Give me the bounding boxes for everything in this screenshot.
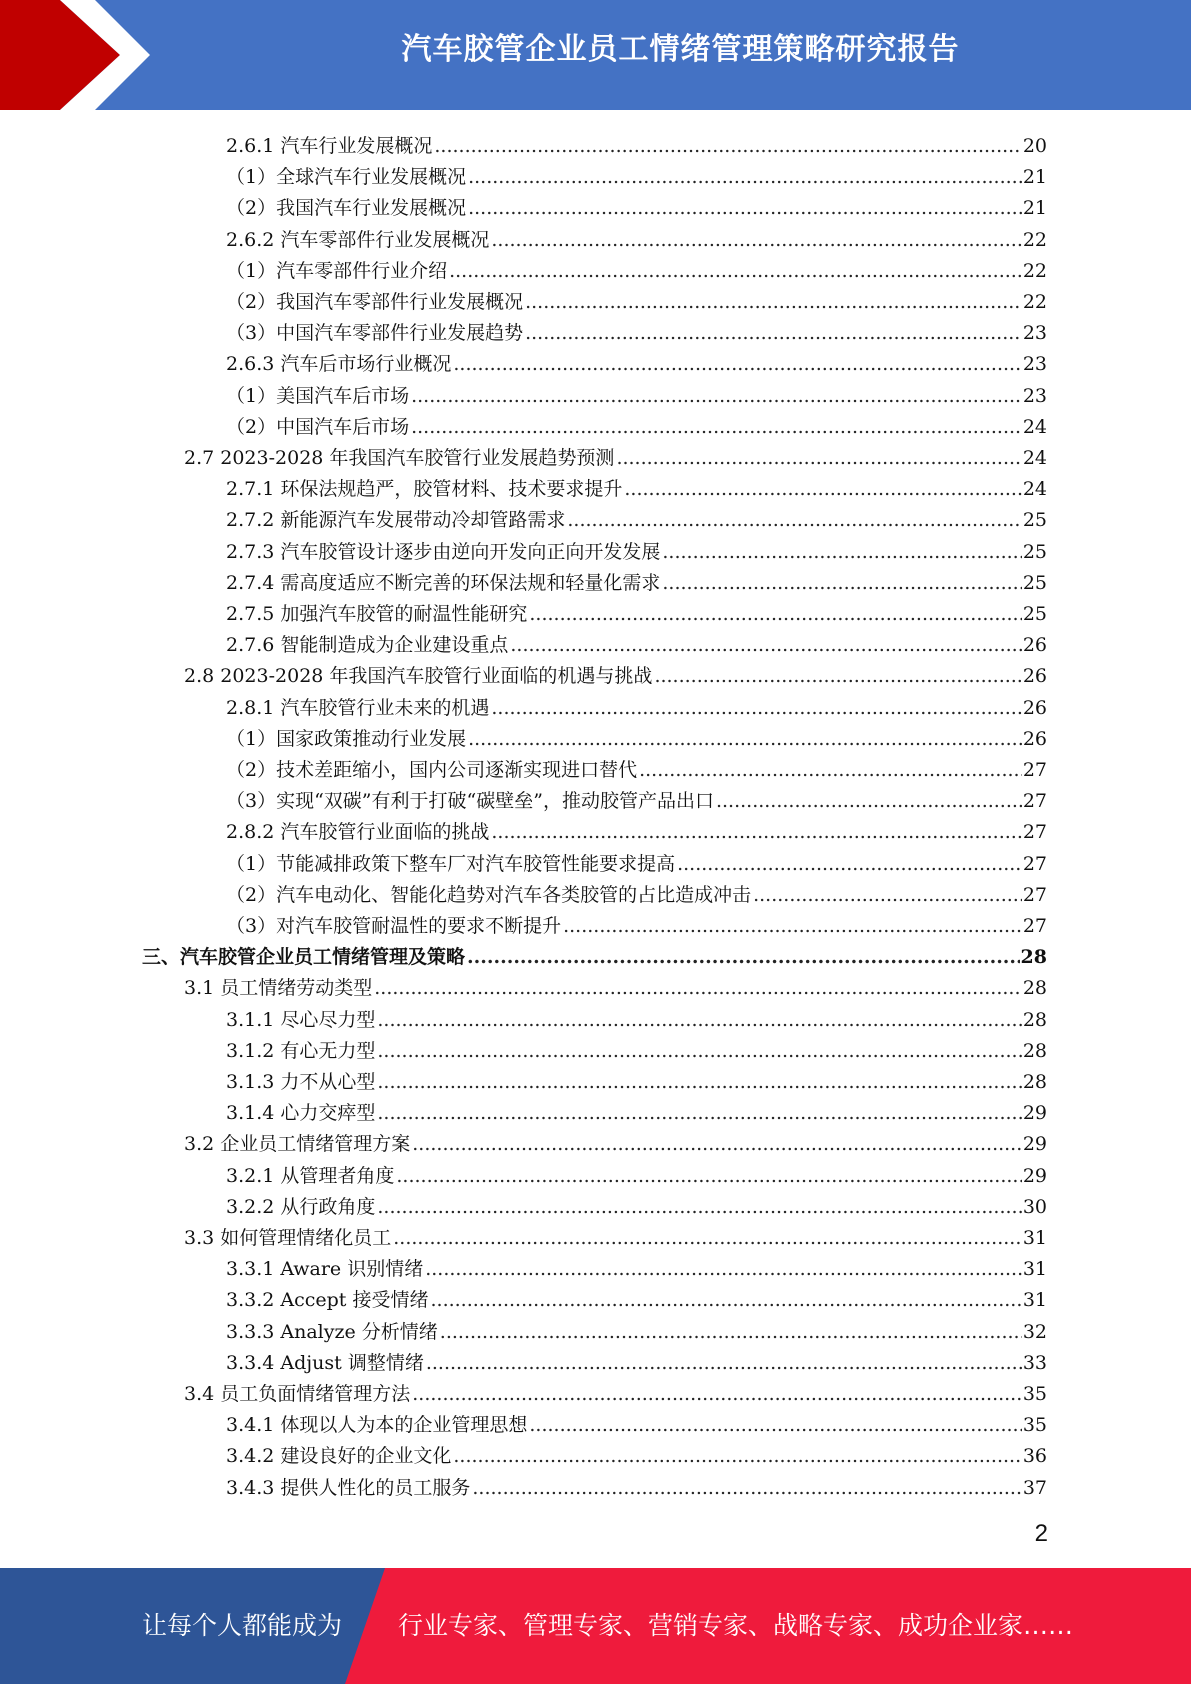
- toc-leader-dots: [529, 602, 1021, 626]
- toc-leader-dots: [525, 321, 1022, 345]
- toc-entry[interactable]: [226, 564, 1047, 595]
- toc-entry[interactable]: [142, 938, 1047, 969]
- toc-leader-dots: [662, 571, 1021, 595]
- toc-entry[interactable]: [226, 813, 1047, 844]
- toc-entry[interactable]: [226, 283, 1047, 314]
- toc-entry-title: 2.8.2 汽车胶管行业面临的挑战: [226, 821, 490, 844]
- toc-entry[interactable]: [226, 907, 1047, 938]
- toc-entry-page: 25: [1022, 509, 1047, 532]
- toc-entry[interactable]: [226, 345, 1047, 376]
- toc-entry-page: 32: [1022, 1320, 1047, 1343]
- toc-leader-dots: [662, 540, 1021, 564]
- toc-entry-title: 2.6.3 汽车后市场行业概况: [226, 353, 452, 376]
- toc-entry-page: 23: [1022, 384, 1047, 407]
- toc-entry-page: 24: [1022, 478, 1047, 501]
- toc-entry-title: 3.1.4 心力交瘁型: [226, 1102, 376, 1125]
- toc-entry-page: 30: [1022, 1195, 1047, 1218]
- toc-leader-dots: [616, 446, 1021, 470]
- toc-entry[interactable]: [226, 377, 1047, 408]
- toc-entry-title: 2.7.1 环保法规趋严，胶管材料、技术要求提升: [226, 478, 623, 501]
- toc-leader-dots: [491, 696, 1021, 720]
- toc-leader-dots: [639, 758, 1022, 782]
- toc-leader-dots: [377, 1195, 1021, 1219]
- toc-leader-dots: [624, 477, 1021, 501]
- toc-entry[interactable]: [226, 533, 1047, 564]
- toc-entry-title: 2.7.3 汽车胶管设计逐步由逆向开发向正向开发发展: [226, 540, 661, 563]
- toc-entry-title: （1）节能减排政策下整车厂对汽车胶管性能要求提高: [226, 852, 676, 875]
- toc-leader-dots: [377, 1070, 1021, 1094]
- toc-entry[interactable]: [226, 158, 1047, 189]
- toc-entry-title: （3）中国汽车零部件行业发展趋势: [226, 322, 524, 345]
- toc-entry-title: 2.7.5 加强汽车胶管的耐温性能研究: [226, 603, 528, 625]
- toc-entry[interactable]: [226, 1188, 1047, 1219]
- toc-entry-title: 3.2 企业员工情绪管理方案: [184, 1133, 411, 1156]
- toc-leader-dots: [563, 914, 1022, 938]
- toc-entry-title: 3.2.2 从行政角度: [226, 1195, 376, 1218]
- toc-entry-page: 28: [1022, 1039, 1047, 1062]
- toc-leader-dots: [453, 1444, 1021, 1468]
- toc-entry-page: 36: [1022, 1445, 1047, 1468]
- toc-entry-title: 3.1.2 有心无力型: [226, 1039, 376, 1062]
- toc-leader-dots: [377, 1008, 1021, 1032]
- toc-entry-title: （1）国家政策推动行业发展: [226, 727, 467, 750]
- toc-entry-page: 24: [1022, 415, 1047, 438]
- toc-leader-dots: [430, 1288, 1021, 1312]
- toc-entry-title: 3.1.3 力不从心型: [226, 1071, 376, 1093]
- toc-entry-page: 23: [1022, 322, 1047, 345]
- toc-entry[interactable]: [226, 1032, 1047, 1063]
- toc-entry-page: 26: [1022, 696, 1047, 719]
- toc-entry-title: 3.4.2 建设良好的企业文化: [226, 1445, 452, 1468]
- toc-leader-dots: [440, 1320, 1022, 1344]
- toc-entry-page: 27: [1022, 852, 1047, 875]
- toc-entry-page: 28: [1020, 946, 1047, 969]
- toc-entry-page: 37: [1022, 1476, 1047, 1499]
- toc-entry-title: 3.1 员工情绪劳动类型: [184, 977, 373, 1000]
- toc-entry[interactable]: [226, 189, 1047, 220]
- toc-entry-page: 28: [1022, 1008, 1047, 1031]
- toc-leader-dots: [453, 352, 1021, 376]
- toc-entry[interactable]: [226, 501, 1047, 532]
- toc-entry[interactable]: [226, 1281, 1047, 1312]
- toc-entry-title: （1）全球汽车行业发展概况: [226, 166, 467, 189]
- toc-entry-title: 3.4.1 体现以人为本的企业管理思想: [226, 1414, 528, 1437]
- toc-entry-page: 25: [1022, 540, 1047, 563]
- toc-leader-dots: [510, 633, 1021, 657]
- toc-entry-page: 27: [1022, 883, 1047, 906]
- toc-entry-title: 2.8.1 汽车胶管行业未来的机遇: [226, 696, 490, 719]
- toc-leader-dots: [677, 852, 1022, 876]
- page-number: 2: [1034, 1520, 1048, 1547]
- page-header: [0, 0, 1191, 110]
- toc-entry[interactable]: [184, 1219, 1047, 1250]
- toc-entry-title: 3.1.1 尽心尽力型: [226, 1008, 376, 1031]
- toc-entry-page: 25: [1022, 571, 1047, 594]
- toc-leader-dots: [654, 664, 1021, 688]
- toc-entry-title: （2）汽车电动化、智能化趋势对汽车各类胶管的占比造成冲击: [226, 883, 752, 906]
- toc-entry-page: 22: [1022, 291, 1047, 313]
- toc-entry-page: 28: [1022, 1071, 1047, 1093]
- toc-leader-dots: [567, 508, 1021, 532]
- toc-entry-title: （1）美国汽车后市场: [226, 384, 410, 407]
- toc-entry-title: （2）我国汽车零部件行业发展概况: [226, 291, 524, 313]
- toc-entry-title: （1）汽车零部件行业介绍: [226, 259, 448, 282]
- toc-entry[interactable]: [226, 595, 1047, 626]
- toc-entry[interactable]: [226, 720, 1047, 751]
- toc-leader-dots: [411, 384, 1022, 408]
- toc-leader-dots: [468, 727, 1022, 751]
- toc-leader-dots: [396, 1164, 1021, 1188]
- toc-entry[interactable]: [226, 626, 1047, 657]
- toc-leader-dots: [425, 1257, 1022, 1281]
- footer-slogan-right: 行业专家、管理专家、营销专家、战略专家、成功企业家……: [398, 1611, 1074, 1640]
- toc-entry-title: 3.3.4 Adjust 调整情绪: [226, 1351, 424, 1374]
- toc-entry-title: （2）我国汽车行业发展概况: [226, 197, 467, 220]
- toc-entry-page: 22: [1022, 259, 1047, 282]
- toc-leader-dots: [491, 820, 1021, 844]
- toc-entry-title: 2.7 2023-2028 年我国汽车胶管行业发展趋势预测: [184, 447, 615, 469]
- toc-entry-title: 三、汽车胶管企业员工情绪管理及策略: [142, 946, 466, 969]
- toc-entry[interactable]: [226, 1437, 1047, 1468]
- toc-entry-page: 29: [1022, 1133, 1047, 1156]
- toc-entry-page: 23: [1022, 353, 1047, 376]
- toc-leader-dots: [472, 1476, 1021, 1500]
- toc-entry-title: 2.7.2 新能源汽车发展带动冷却管路需求: [226, 509, 566, 532]
- toc-entry-page: 22: [1022, 228, 1047, 251]
- toc-leader-dots: [412, 1132, 1022, 1156]
- toc-entry-title: 3.4 员工负面情绪管理方法: [184, 1383, 411, 1405]
- toc-entry-title: 3.3.1 Aware 识别情绪: [226, 1258, 424, 1281]
- toc-leader-dots: [377, 1101, 1021, 1125]
- toc-entry[interactable]: [226, 1094, 1047, 1125]
- toc-entry-page: 29: [1022, 1102, 1047, 1125]
- toc-leader-dots: [753, 883, 1022, 907]
- toc-entry-title: 2.6.1 汽车行业发展概况: [226, 135, 433, 157]
- toc-leader-dots: [374, 976, 1022, 1000]
- toc-entry[interactable]: [184, 657, 1047, 688]
- toc-leader-dots: [468, 165, 1022, 189]
- toc-entry-title: 3.4.3 提供人性化的员工服务: [226, 1476, 471, 1499]
- toc-entry-page: 33: [1022, 1351, 1047, 1374]
- toc-leader-dots: [529, 1413, 1021, 1437]
- toc-entry-title: 2.6.2 汽车零部件行业发展概况: [226, 228, 490, 251]
- toc-entry[interactable]: [226, 782, 1047, 813]
- toc-entry-page: 27: [1022, 790, 1047, 813]
- toc-entry[interactable]: [226, 1063, 1047, 1094]
- toc-entry-page: 21: [1022, 166, 1047, 189]
- toc-leader-dots: [525, 290, 1022, 314]
- toc-entry-page: 25: [1022, 603, 1047, 625]
- toc-entry-page: 27: [1022, 759, 1047, 781]
- toc-entry-page: 31: [1022, 1258, 1047, 1281]
- toc-entry[interactable]: [226, 1313, 1047, 1344]
- toc-entry[interactable]: [226, 1157, 1047, 1188]
- toc-leader-dots: [468, 196, 1022, 220]
- toc-entry-page: 26: [1022, 665, 1047, 688]
- toc-entry-title: 2.7.4 需高度适应不断完善的环保法规和轻量化需求: [226, 571, 661, 594]
- toc-leader-dots: [716, 789, 1022, 813]
- toc-entry[interactable]: [184, 439, 1047, 470]
- toc-entry[interactable]: [226, 408, 1047, 439]
- toc-leader-dots: [411, 415, 1022, 439]
- toc-entry[interactable]: [226, 314, 1047, 345]
- toc-entry[interactable]: [226, 845, 1047, 876]
- toc-leader-dots: [426, 1351, 1022, 1375]
- toc-entry-title: 3.3.2 Accept 接受情绪: [226, 1289, 429, 1312]
- toc-entry[interactable]: [226, 1001, 1047, 1032]
- toc-entry-page: 28: [1022, 977, 1047, 1000]
- toc-entry-page: 27: [1022, 821, 1047, 844]
- toc-entry[interactable]: [226, 127, 1047, 158]
- toc-entry[interactable]: [226, 1406, 1047, 1437]
- toc-leader-dots: [377, 1039, 1021, 1063]
- toc-entry-page: 31: [1022, 1227, 1047, 1249]
- toc-leader-dots: [449, 259, 1022, 283]
- toc-entry-title: （3）实现“双碳”有利于打破“碳壁垒”，推动胶管产品出口: [226, 790, 714, 813]
- toc-entry-page: 20: [1022, 135, 1047, 157]
- toc-entry-title: 3.3 如何管理情绪化员工: [184, 1227, 392, 1249]
- report-title: 汽车胶管企业员工情绪管理策略研究报告: [401, 32, 960, 67]
- toc-entry[interactable]: [184, 1125, 1047, 1156]
- toc-entry-title: 3.2.1 从管理者角度: [226, 1164, 395, 1187]
- toc-entry[interactable]: [226, 221, 1047, 252]
- toc-entry[interactable]: [226, 689, 1047, 720]
- toc-entry-title: 3.3.3 Analyze 分析情绪: [226, 1320, 438, 1343]
- toc-leader-dots: [467, 945, 1020, 969]
- toc-entry-title: （2）技术差距缩小，国内公司逐渐实现进口替代: [226, 759, 638, 781]
- toc-entry-page: 26: [1022, 727, 1047, 750]
- toc-entry-title: 2.7.6 智能制造成为企业建设重点: [226, 634, 509, 657]
- toc-entry-title: 2.8 2023-2028 年我国汽车胶管行业面临的机遇与挑战: [184, 665, 653, 688]
- toc-entry-page: 27: [1022, 915, 1047, 937]
- toc-entry[interactable]: [226, 252, 1047, 283]
- toc-entry[interactable]: [226, 1250, 1047, 1281]
- footer-slogan-left: 让每个人都能成为: [142, 1611, 343, 1640]
- toc-entry-page: 35: [1022, 1414, 1047, 1437]
- toc-entry[interactable]: [184, 969, 1047, 1000]
- toc-entry-page: 24: [1022, 447, 1047, 469]
- toc-entry-page: 35: [1022, 1383, 1047, 1405]
- toc-entry-page: 26: [1022, 634, 1047, 657]
- toc-entry-title: （3）对汽车胶管耐温性的要求不断提升: [226, 915, 562, 937]
- toc-entry-page: 21: [1022, 197, 1047, 220]
- toc-entry-title: （2）中国汽车后市场: [226, 415, 410, 438]
- toc-entry[interactable]: [226, 1344, 1047, 1375]
- toc-entry[interactable]: [226, 470, 1047, 501]
- toc-leader-dots: [434, 134, 1021, 158]
- toc-leader-dots: [393, 1226, 1022, 1250]
- toc-entry-page: 31: [1022, 1289, 1047, 1312]
- toc-entry[interactable]: [226, 876, 1047, 907]
- toc-leader-dots: [412, 1382, 1022, 1406]
- toc-leader-dots: [491, 228, 1021, 252]
- page-footer: [0, 1568, 1191, 1684]
- toc-entry[interactable]: [184, 1375, 1047, 1406]
- toc-entry-page: 29: [1022, 1164, 1047, 1187]
- toc-entry[interactable]: [226, 1469, 1047, 1500]
- toc-entry[interactable]: [226, 751, 1047, 782]
